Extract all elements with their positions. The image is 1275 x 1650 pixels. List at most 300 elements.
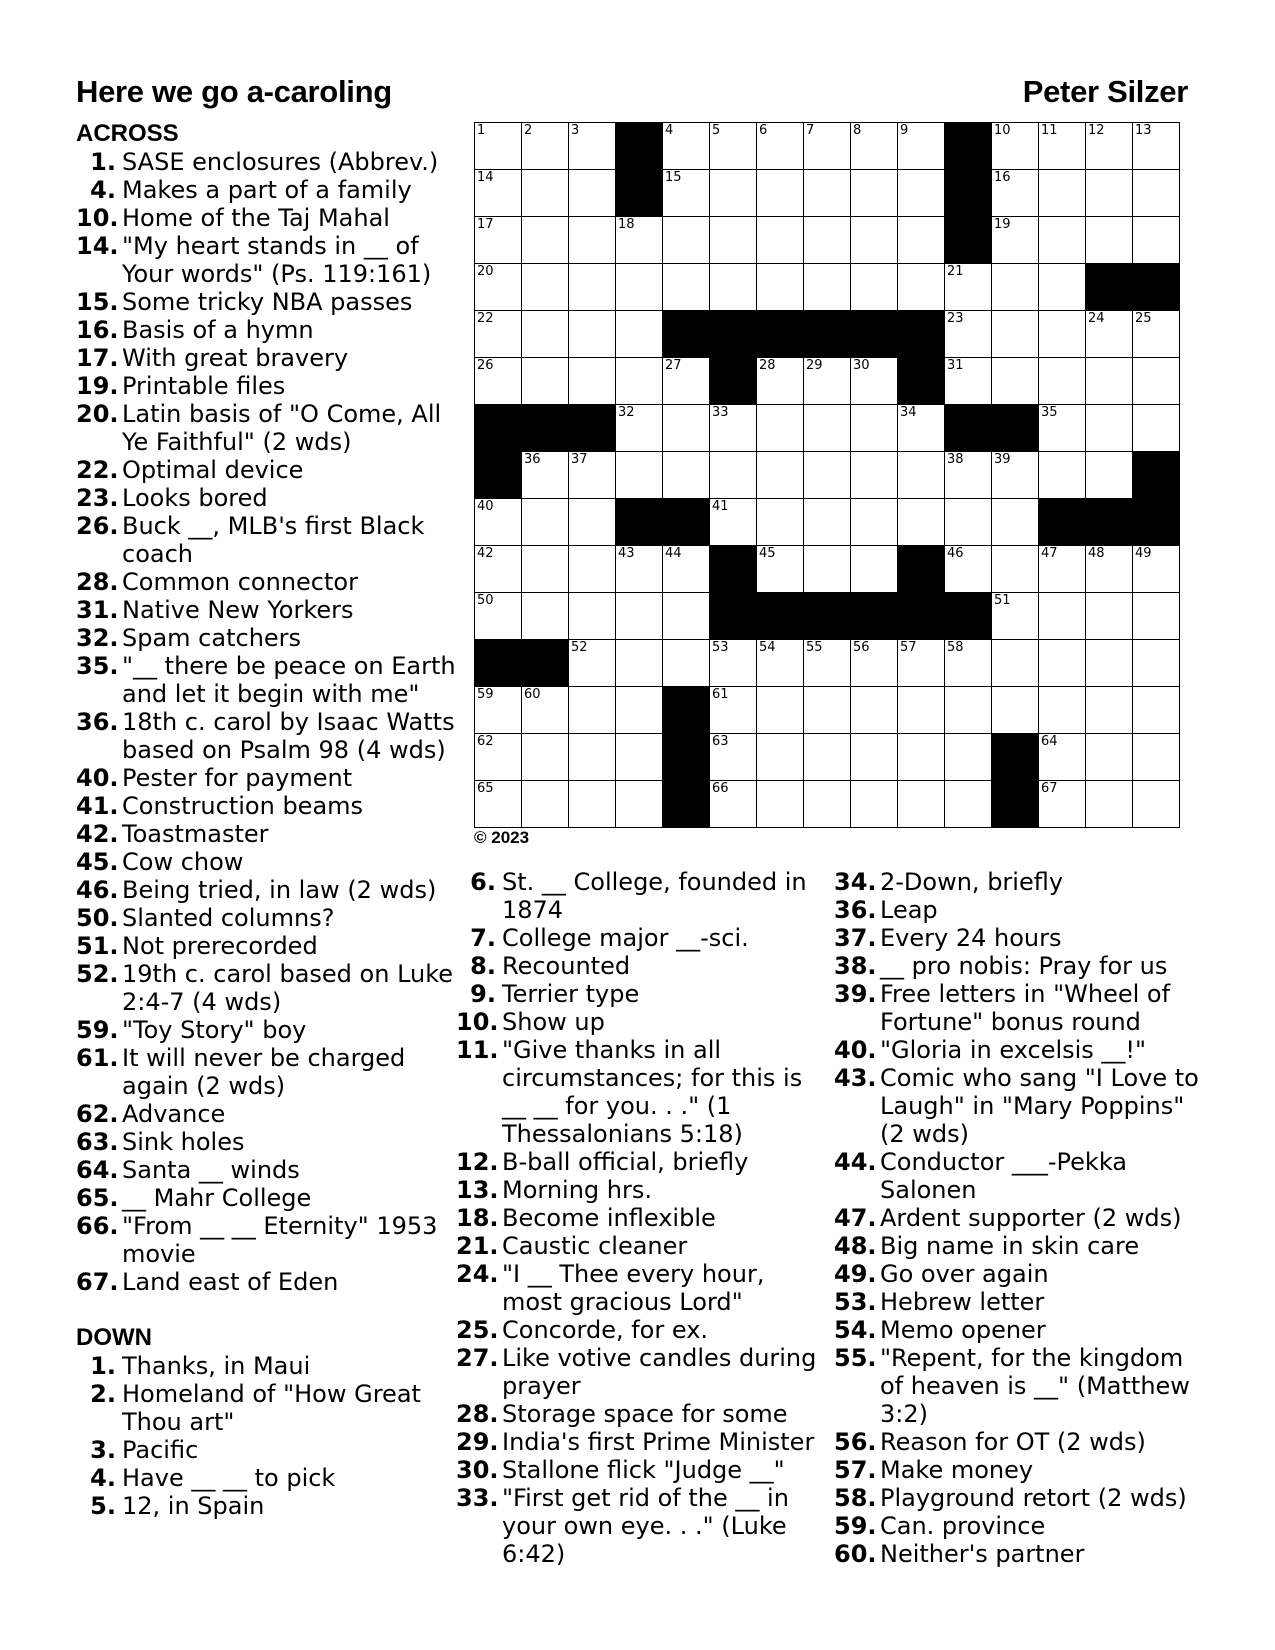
grid-cell[interactable] xyxy=(898,170,945,217)
grid-cell[interactable] xyxy=(1039,358,1086,405)
grid-cell[interactable] xyxy=(804,781,851,828)
across-clue xyxy=(76,960,456,1016)
grid-block xyxy=(1039,499,1086,546)
cell-number: 35 xyxy=(1041,405,1058,420)
grid-cell[interactable] xyxy=(992,264,1039,311)
grid-cell[interactable] xyxy=(663,405,710,452)
grid-cell[interactable] xyxy=(616,405,663,452)
grid-cell[interactable] xyxy=(898,781,945,828)
clue-text: "__ there be peace on Earth and let it begin with me" xyxy=(122,652,456,708)
grid-cell[interactable] xyxy=(898,405,945,452)
grid-cell[interactable] xyxy=(1086,640,1133,687)
grid-cell[interactable] xyxy=(851,546,898,593)
grid-cell[interactable] xyxy=(616,640,663,687)
cell-number: 17 xyxy=(477,217,494,232)
clue-text: Pester for payment xyxy=(122,764,353,792)
grid-cell[interactable] xyxy=(569,687,616,734)
grid-cell[interactable] xyxy=(475,170,522,217)
clue-number: 17. xyxy=(76,344,119,372)
grid-cell[interactable] xyxy=(710,452,757,499)
grid-cell[interactable] xyxy=(804,264,851,311)
grid-cell[interactable] xyxy=(1039,123,1086,170)
grid-cell[interactable] xyxy=(851,734,898,781)
grid-cell[interactable] xyxy=(804,405,851,452)
grid-cell[interactable] xyxy=(757,640,804,687)
grid-cell[interactable] xyxy=(616,217,663,264)
cell-number: 27 xyxy=(665,358,682,373)
grid-cell[interactable] xyxy=(992,452,1039,499)
clue-text: Cow chow xyxy=(122,848,244,876)
grid-block xyxy=(945,405,992,452)
grid-cell[interactable] xyxy=(569,170,616,217)
cell-number: 3 xyxy=(571,123,580,138)
cell-number: 50 xyxy=(477,593,494,608)
grid-cell[interactable] xyxy=(945,687,992,734)
grid-cell[interactable] xyxy=(663,358,710,405)
grid-cell[interactable] xyxy=(1086,405,1133,452)
grid-cell[interactable] xyxy=(757,170,804,217)
down-clue xyxy=(834,1148,1204,1204)
clue-number: 60. xyxy=(834,1540,877,1568)
clue-number: 36. xyxy=(76,708,119,736)
grid-cell[interactable] xyxy=(616,593,663,640)
grid-cell[interactable] xyxy=(1133,217,1180,264)
grid-cell[interactable] xyxy=(522,546,569,593)
grid-cell[interactable] xyxy=(804,170,851,217)
clue-number: 47. xyxy=(834,1204,877,1232)
grid-cell[interactable] xyxy=(522,734,569,781)
grid-cell[interactable] xyxy=(616,358,663,405)
grid-cell[interactable] xyxy=(1086,358,1133,405)
grid-cell[interactable] xyxy=(475,311,522,358)
clue-text: "I __ Thee every hour, most gracious Lord" xyxy=(502,1260,765,1316)
grid-cell[interactable] xyxy=(1039,546,1086,593)
down-clue-column-right xyxy=(834,868,1204,1568)
grid-cell[interactable] xyxy=(569,311,616,358)
across-clue-column xyxy=(76,120,456,1520)
grid-cell[interactable] xyxy=(804,358,851,405)
grid-cell[interactable] xyxy=(475,499,522,546)
grid-cell[interactable] xyxy=(804,217,851,264)
clue-number: 13. xyxy=(456,1176,499,1204)
grid-cell[interactable] xyxy=(945,264,992,311)
across-clue xyxy=(76,232,456,288)
cell-number: 40 xyxy=(477,499,494,514)
clue-text: Sink holes xyxy=(122,1128,245,1156)
grid-cell[interactable] xyxy=(710,687,757,734)
clue-number: 55. xyxy=(834,1344,877,1372)
clue-number: 33. xyxy=(456,1484,499,1512)
grid-cell[interactable] xyxy=(898,640,945,687)
grid-cell[interactable] xyxy=(475,123,522,170)
grid-block xyxy=(1086,499,1133,546)
grid-block xyxy=(616,170,663,217)
down-clue xyxy=(834,1456,1204,1484)
grid-cell[interactable] xyxy=(1086,593,1133,640)
cell-number: 23 xyxy=(947,311,964,326)
grid-cell[interactable] xyxy=(569,217,616,264)
grid-cell[interactable] xyxy=(945,499,992,546)
grid-cell[interactable] xyxy=(569,640,616,687)
grid-block xyxy=(569,405,616,452)
clue-text: Thanks, in Maui xyxy=(122,1352,311,1380)
grid-cell[interactable] xyxy=(1133,123,1180,170)
cell-number: 45 xyxy=(759,546,776,561)
grid-cell[interactable] xyxy=(992,358,1039,405)
grid-cell[interactable] xyxy=(992,687,1039,734)
grid-cell[interactable] xyxy=(851,264,898,311)
grid-cell[interactable] xyxy=(992,640,1039,687)
grid-cell[interactable] xyxy=(522,264,569,311)
clue-number: 65. xyxy=(76,1184,119,1212)
grid-block xyxy=(663,781,710,828)
grid-cell[interactable] xyxy=(475,781,522,828)
clue-number: 28. xyxy=(456,1400,499,1428)
grid-block xyxy=(1086,264,1133,311)
clue-number: 49. xyxy=(834,1260,877,1288)
grid-cell[interactable] xyxy=(569,452,616,499)
grid-cell[interactable] xyxy=(898,452,945,499)
cell-number: 30 xyxy=(853,358,870,373)
grid-cell[interactable] xyxy=(616,452,663,499)
grid-cell[interactable] xyxy=(757,358,804,405)
clue-text: Terrier type xyxy=(502,980,640,1008)
clue-text: With great bravery xyxy=(122,344,349,372)
clue-text: Common connector xyxy=(122,568,358,596)
grid-cell[interactable] xyxy=(616,264,663,311)
grid-cell[interactable] xyxy=(1133,781,1180,828)
grid-cell[interactable] xyxy=(475,358,522,405)
grid-cell[interactable] xyxy=(757,405,804,452)
grid-cell[interactable] xyxy=(757,264,804,311)
across-clue xyxy=(76,624,456,652)
grid-cell[interactable] xyxy=(1086,123,1133,170)
grid-block xyxy=(898,593,945,640)
clue-number: 11. xyxy=(456,1036,499,1064)
down-clue xyxy=(454,1232,829,1260)
grid-cell[interactable] xyxy=(992,546,1039,593)
grid-cell[interactable] xyxy=(569,358,616,405)
grid-cell[interactable] xyxy=(663,546,710,593)
grid-cell[interactable] xyxy=(616,687,663,734)
across-clue xyxy=(76,1016,456,1044)
clue-number: 57. xyxy=(834,1456,877,1484)
across-clue xyxy=(76,148,456,176)
grid-cell[interactable] xyxy=(663,170,710,217)
clue-text: Caustic cleaner xyxy=(502,1232,688,1260)
grid-cell[interactable] xyxy=(569,546,616,593)
grid-cell[interactable] xyxy=(945,734,992,781)
cell-number: 4 xyxy=(665,123,674,138)
grid-cell[interactable] xyxy=(945,546,992,593)
grid-cell[interactable] xyxy=(1039,264,1086,311)
clue-text: "First get rid of the __ in your own eye. . ." (Luke 6:42) xyxy=(502,1484,789,1568)
grid-cell[interactable] xyxy=(1039,687,1086,734)
grid-cell[interactable] xyxy=(663,264,710,311)
grid-cell[interactable] xyxy=(945,311,992,358)
cell-number: 2 xyxy=(524,123,533,138)
grid-cell[interactable] xyxy=(1133,546,1180,593)
grid-cell[interactable] xyxy=(522,217,569,264)
down-clue xyxy=(454,924,829,952)
grid-cell[interactable] xyxy=(1039,781,1086,828)
grid-cell[interactable] xyxy=(898,687,945,734)
grid-cell[interactable] xyxy=(851,170,898,217)
grid-cell[interactable] xyxy=(616,734,663,781)
across-clue xyxy=(76,484,456,512)
grid-cell[interactable] xyxy=(851,499,898,546)
grid-cell[interactable] xyxy=(522,311,569,358)
down-clue xyxy=(454,1428,829,1456)
clue-number: 42. xyxy=(76,820,119,848)
across-clue xyxy=(76,596,456,624)
grid-cell[interactable] xyxy=(851,781,898,828)
grid-cell[interactable] xyxy=(522,452,569,499)
across-clue xyxy=(76,904,456,932)
clue-text: Homeland of "How Great Thou art" xyxy=(122,1380,421,1436)
across-clue xyxy=(76,876,456,904)
grid-block xyxy=(710,546,757,593)
grid-block xyxy=(851,593,898,640)
across-clue xyxy=(76,176,456,204)
grid-cell[interactable] xyxy=(804,734,851,781)
grid-cell[interactable] xyxy=(475,264,522,311)
grid-cell[interactable] xyxy=(851,123,898,170)
grid-cell[interactable] xyxy=(522,781,569,828)
clue-number: 32. xyxy=(76,624,119,652)
grid-cell[interactable] xyxy=(710,781,757,828)
clue-number: 1. xyxy=(90,1352,116,1380)
grid-cell[interactable] xyxy=(663,123,710,170)
cell-number: 8 xyxy=(853,123,862,138)
clue-number: 4. xyxy=(90,1464,116,1492)
clue-number: 56. xyxy=(834,1428,877,1456)
clue-number: 8. xyxy=(470,952,496,980)
grid-cell[interactable] xyxy=(992,123,1039,170)
grid-block xyxy=(616,123,663,170)
grid-cell[interactable] xyxy=(851,452,898,499)
grid-cell[interactable] xyxy=(1086,687,1133,734)
grid-cell[interactable] xyxy=(1039,405,1086,452)
cell-number: 49 xyxy=(1135,546,1152,561)
grid-cell[interactable] xyxy=(616,311,663,358)
grid-cell[interactable] xyxy=(898,123,945,170)
grid-cell[interactable] xyxy=(757,452,804,499)
clue-number: 19. xyxy=(76,372,119,400)
down-clue-column-middle xyxy=(454,868,829,1568)
grid-cell[interactable] xyxy=(992,593,1039,640)
grid-cell[interactable] xyxy=(757,687,804,734)
down-clue xyxy=(834,1484,1204,1512)
grid-cell[interactable] xyxy=(1133,358,1180,405)
clue-text: Become inflexible xyxy=(502,1204,716,1232)
grid-block xyxy=(757,593,804,640)
clue-text: Recounted xyxy=(502,952,631,980)
grid-cell[interactable] xyxy=(992,499,1039,546)
grid-cell[interactable] xyxy=(992,311,1039,358)
grid-cell[interactable] xyxy=(1086,311,1133,358)
grid-cell[interactable] xyxy=(522,687,569,734)
grid-cell[interactable] xyxy=(757,781,804,828)
grid-cell[interactable] xyxy=(663,640,710,687)
grid-cell[interactable] xyxy=(710,123,757,170)
grid-cell[interactable] xyxy=(616,781,663,828)
clue-text: "My heart stands in __ of Your words" (Ps. 119:161) xyxy=(122,232,432,288)
grid-cell[interactable] xyxy=(1086,170,1133,217)
grid-cell[interactable] xyxy=(710,170,757,217)
grid-cell[interactable] xyxy=(522,170,569,217)
clue-text: "Repent, for the kingdom of heaven is __" (Matthew 3:2) xyxy=(880,1344,1190,1428)
clue-text: Reason for OT (2 wds) xyxy=(880,1428,1146,1456)
clue-text: Can. province xyxy=(880,1512,1046,1540)
grid-cell[interactable] xyxy=(710,640,757,687)
grid-cell[interactable] xyxy=(757,734,804,781)
grid-cell[interactable] xyxy=(1133,311,1180,358)
clue-number: 36. xyxy=(834,896,877,924)
cell-number: 44 xyxy=(665,546,682,561)
grid-cell[interactable] xyxy=(945,640,992,687)
down-clue xyxy=(834,1260,1204,1288)
grid-cell[interactable] xyxy=(569,264,616,311)
grid-cell[interactable] xyxy=(663,593,710,640)
grid-cell[interactable] xyxy=(1039,217,1086,264)
grid-cell[interactable] xyxy=(945,452,992,499)
grid-cell[interactable] xyxy=(898,499,945,546)
grid-cell[interactable] xyxy=(1133,405,1180,452)
clue-text: Being tried, in law (2 wds) xyxy=(122,876,437,904)
clue-text: Make money xyxy=(880,1456,1034,1484)
clue-text: B-ball official, briefly xyxy=(502,1148,749,1176)
grid-block xyxy=(945,217,992,264)
down-clue xyxy=(834,868,1204,896)
clue-number: 40. xyxy=(76,764,119,792)
cell-number: 16 xyxy=(994,170,1011,185)
grid-cell[interactable] xyxy=(945,781,992,828)
grid-cell[interactable] xyxy=(1039,593,1086,640)
grid-cell[interactable] xyxy=(710,405,757,452)
grid-cell[interactable] xyxy=(851,405,898,452)
grid-cell[interactable] xyxy=(569,734,616,781)
grid-block xyxy=(710,593,757,640)
grid-cell[interactable] xyxy=(851,358,898,405)
grid-cell[interactable] xyxy=(1086,217,1133,264)
clue-number: 24. xyxy=(456,1260,499,1288)
grid-cell[interactable] xyxy=(569,593,616,640)
grid-block xyxy=(475,452,522,499)
grid-cell[interactable] xyxy=(1086,452,1133,499)
cell-number: 42 xyxy=(477,546,494,561)
grid-cell[interactable] xyxy=(710,217,757,264)
grid-cell[interactable] xyxy=(522,499,569,546)
grid-block xyxy=(804,593,851,640)
grid-cell[interactable] xyxy=(663,452,710,499)
grid-cell[interactable] xyxy=(475,546,522,593)
grid-cell[interactable] xyxy=(475,687,522,734)
grid-cell[interactable] xyxy=(804,123,851,170)
clue-text: Ardent supporter (2 wds) xyxy=(880,1204,1182,1232)
down-clue xyxy=(834,1540,1204,1568)
down-clue xyxy=(454,1008,829,1036)
grid-cell[interactable] xyxy=(710,499,757,546)
clue-number: 4. xyxy=(90,176,116,204)
grid-cell[interactable] xyxy=(757,546,804,593)
grid-cell[interactable] xyxy=(757,123,804,170)
clue-number: 63. xyxy=(76,1128,119,1156)
grid-cell[interactable] xyxy=(757,499,804,546)
grid-cell[interactable] xyxy=(1039,311,1086,358)
clue-text: Slanted columns? xyxy=(122,904,335,932)
grid-cell[interactable] xyxy=(804,546,851,593)
clue-text: Concorde, for ex. xyxy=(502,1316,709,1344)
grid-cell[interactable] xyxy=(1039,734,1086,781)
grid-cell[interactable] xyxy=(851,217,898,264)
grid-cell[interactable] xyxy=(569,781,616,828)
grid-cell[interactable] xyxy=(757,217,804,264)
down-heading: DOWN xyxy=(76,1324,152,1351)
grid-cell[interactable] xyxy=(1133,687,1180,734)
clue-number: 61. xyxy=(76,1044,119,1072)
grid-cell[interactable] xyxy=(945,358,992,405)
grid-cell[interactable] xyxy=(851,640,898,687)
grid-cell[interactable] xyxy=(616,546,663,593)
grid-cell[interactable] xyxy=(851,687,898,734)
grid-cell[interactable] xyxy=(1133,734,1180,781)
clue-text: "Gloria in excelsis __!" xyxy=(880,1036,1147,1064)
grid-block xyxy=(945,593,992,640)
grid-cell[interactable] xyxy=(804,452,851,499)
grid-cell[interactable] xyxy=(569,499,616,546)
cell-number: 55 xyxy=(806,640,823,655)
down-clue xyxy=(834,1288,1204,1316)
grid-cell[interactable] xyxy=(898,264,945,311)
down-clue xyxy=(454,1036,829,1148)
down-clue xyxy=(454,980,829,1008)
grid-cell[interactable] xyxy=(898,734,945,781)
grid-cell[interactable] xyxy=(710,734,757,781)
grid-cell[interactable] xyxy=(475,734,522,781)
grid-block xyxy=(475,640,522,687)
grid-cell[interactable] xyxy=(522,593,569,640)
grid-cell[interactable] xyxy=(663,217,710,264)
grid-cell[interactable] xyxy=(522,123,569,170)
grid-cell[interactable] xyxy=(898,217,945,264)
grid-cell[interactable] xyxy=(475,593,522,640)
clue-text: Looks bored xyxy=(122,484,268,512)
cell-number: 47 xyxy=(1041,546,1058,561)
grid-cell[interactable] xyxy=(1086,546,1133,593)
grid-cell[interactable] xyxy=(1133,640,1180,687)
grid-cell[interactable] xyxy=(992,170,1039,217)
grid-cell[interactable] xyxy=(1133,170,1180,217)
grid-cell[interactable] xyxy=(804,687,851,734)
clue-text: Go over again xyxy=(880,1260,1049,1288)
grid-cell[interactable] xyxy=(569,123,616,170)
grid-cell[interactable] xyxy=(1039,452,1086,499)
cell-number: 60 xyxy=(524,687,541,702)
across-clue xyxy=(76,652,456,708)
grid-cell[interactable] xyxy=(475,217,522,264)
grid-cell[interactable] xyxy=(992,217,1039,264)
grid-cell[interactable] xyxy=(804,640,851,687)
grid-cell[interactable] xyxy=(522,358,569,405)
grid-cell[interactable] xyxy=(804,499,851,546)
grid-cell[interactable] xyxy=(1086,734,1133,781)
grid-cell[interactable] xyxy=(1039,640,1086,687)
grid-cell[interactable] xyxy=(1086,781,1133,828)
grid-cell[interactable] xyxy=(1133,593,1180,640)
grid-cell[interactable] xyxy=(1039,170,1086,217)
grid-cell[interactable] xyxy=(710,264,757,311)
